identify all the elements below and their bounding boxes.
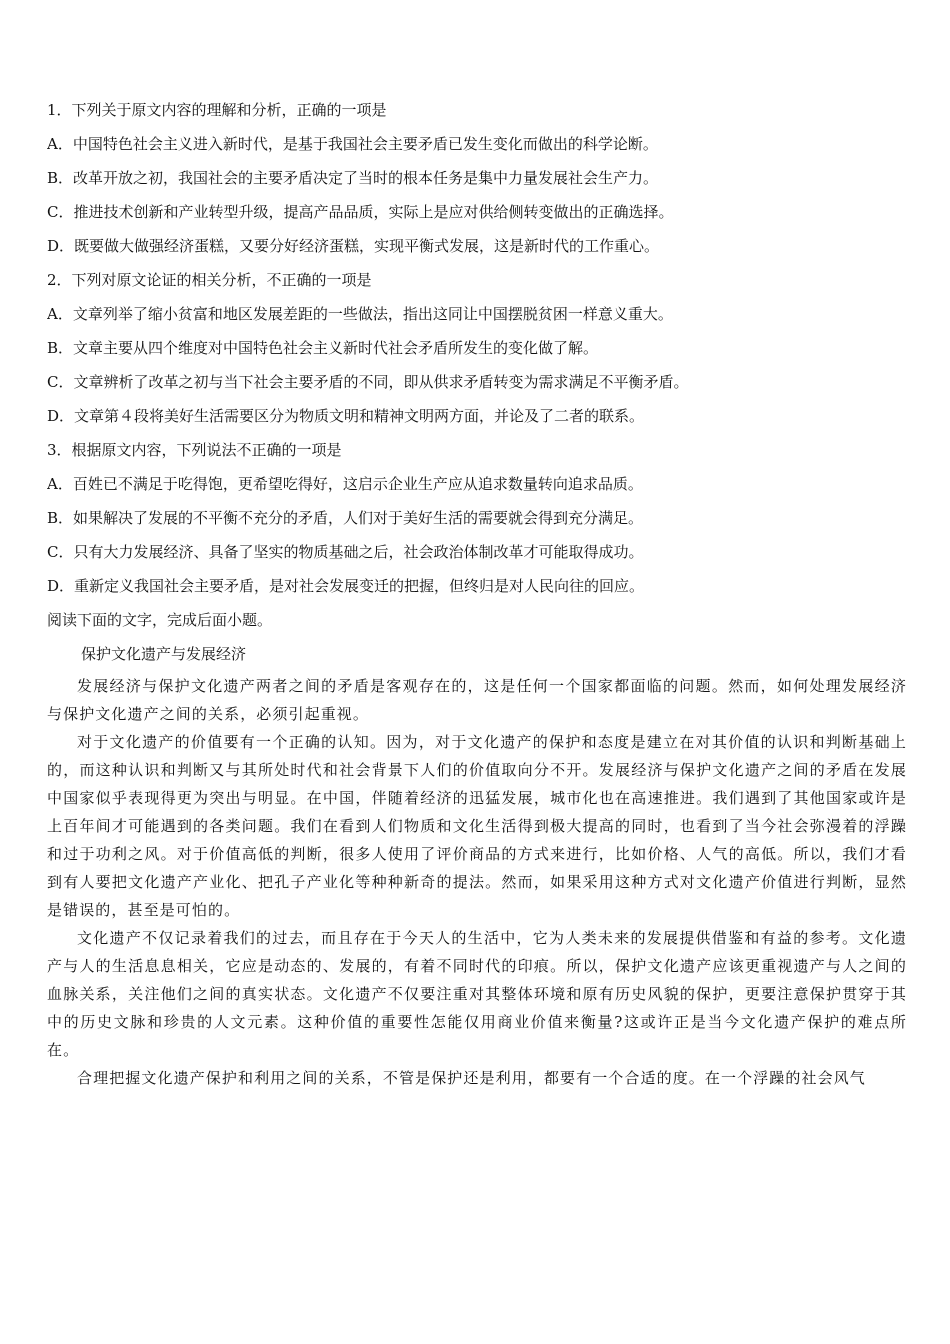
question-1-option-d: D．既要做大做强经济蛋糕，又要分好经济蛋糕，实现平衡式发展，这是新时代的工作重心。 xyxy=(47,237,660,255)
question-3-stem: 3．根据原文内容，下列说法不正确的一项是 xyxy=(47,441,342,459)
question-2-option-d: D．文章第４段将美好生活需要区分为物质文明和精神文明两方面，并论及了二者的联系。 xyxy=(47,407,645,425)
question-2-stem: 2．下列对原文论证的相关分析，不正确的一项是 xyxy=(47,271,372,289)
passage-paragraph-1: 发展经济与保护文化遗产两者之间的矛盾是客观存在的，这是任何一个国家都面临的问题。然而，如何处理发展经济与保护文化遗产之间的关系，必须引起重视。 xyxy=(47,677,907,723)
question-1-option-b: B．改革开放之初，我国社会的主要矛盾决定了当时的根本任务是集中力量发展社会生产力。 xyxy=(47,169,659,187)
question-1-option-c: C．推进技术创新和产业转型升级，提高产品品质，实际上是应对供给侧转变做出的正确选择。 xyxy=(47,203,674,221)
question-1-option-a: A．中国特色社会主义进入新时代，是基于我国社会主要矛盾已发生变化而做出的科学论断。 xyxy=(47,135,658,153)
document-page xyxy=(47,100,907,1092)
question-2-option-a: A．文章列举了缩小贫富和地区发展差距的一些做法，指出这同让中国摆脱贫困一样意义重大。 xyxy=(47,305,673,323)
passage-paragraph-2: 对于文化遗产的价值要有一个正确的认知。因为，对于文化遗产的保护和态度是建立在对其价值的认识和判断基础上的，而这种认识和判断又与其所处时代和社会背景下人们的价值取向分不开。发展经济与保护文化遗产之间的矛盾在发展中国家似乎表现得更为突出与明显。在中国，伴随着经济的迅猛发展，城市化也在高速推进。我们遇到了其他国家或许是上百年间才可能遇到的各类问题。我们在看到人们物质和文化生活得到极大提高的同时，也看到了当今社会弥漫着的浮躁和过于功利之风。对于价值高低的判断，很多人使用了评价商品的方式来进行，比如价格、人气的高低。所以，我们才看到有人要把文化遗产产业化、把孔子产业化等种种新奇的提法。然而，如果采用这种方式对文化遗产价值进行判断，显然是错误的，甚至是可怕的。 xyxy=(47,733,907,919)
passage-title: 保护文化遗产与发展经济 xyxy=(81,645,247,663)
question-3-option-b: B．如果解决了发展的不平衡不充分的矛盾，人们对于美好生活的需要就会得到充分满足。 xyxy=(47,509,644,527)
reading-instruction: 阅读下面的文字，完成后面小题。 xyxy=(47,611,273,629)
question-3-option-a: A．百姓已不满足于吃得饱，更希望吃得好，这启示企业生产应从追求数量转向追求品质。 xyxy=(47,475,643,493)
passage-body xyxy=(47,672,907,1092)
question-3-option-d: D．重新定义我国社会主要矛盾，是对社会发展变迁的把握，但终归是对人民向往的回应。 xyxy=(47,577,645,595)
question-2-option-c: C．文章辨析了改革之初与当下社会主要矛盾的不同，即从供求矛盾转变为需求满足不平衡矛盾。 xyxy=(47,373,689,391)
question-3-option-c: C．只有大力发展经济、具备了坚实的物质基础之后，社会政治体制改革才可能取得成功。 xyxy=(47,543,644,561)
question-2-option-b: B．文章主要从四个维度对中国特色社会主义新时代社会矛盾所发生的变化做了解。 xyxy=(47,339,599,357)
passage-paragraph-4: 合理把握文化遗产保护和利用之间的关系，不管是保护还是利用，都要有一个合适的度。在一个浮躁的社会风气 xyxy=(77,1069,866,1087)
question-1-stem: 1．下列关于原文内容的理解和分析，正确的一项是 xyxy=(47,101,387,119)
passage-paragraph-3: 文化遗产不仅记录着我们的过去，而且存在于今天人的生活中，它为人类未来的发展提供借鉴和有益的参考。文化遗产与人的生活息息相关，它应是动态的、发展的，有着不同时代的印痕。所以，保护文化遗产应该更重视遗产与人之间的血脉关系，关注他们之间的真实状态。文化遗产不仅要注重对其整体环境和原有历史风貌的保护，更要注意保护贯穿于其中的历史文脉和珍贵的人文元素。这种价值的重要性怎能仅用商业价值来衡量?这或许正是当今文化遗产保护的难点所在。 xyxy=(47,929,907,1059)
